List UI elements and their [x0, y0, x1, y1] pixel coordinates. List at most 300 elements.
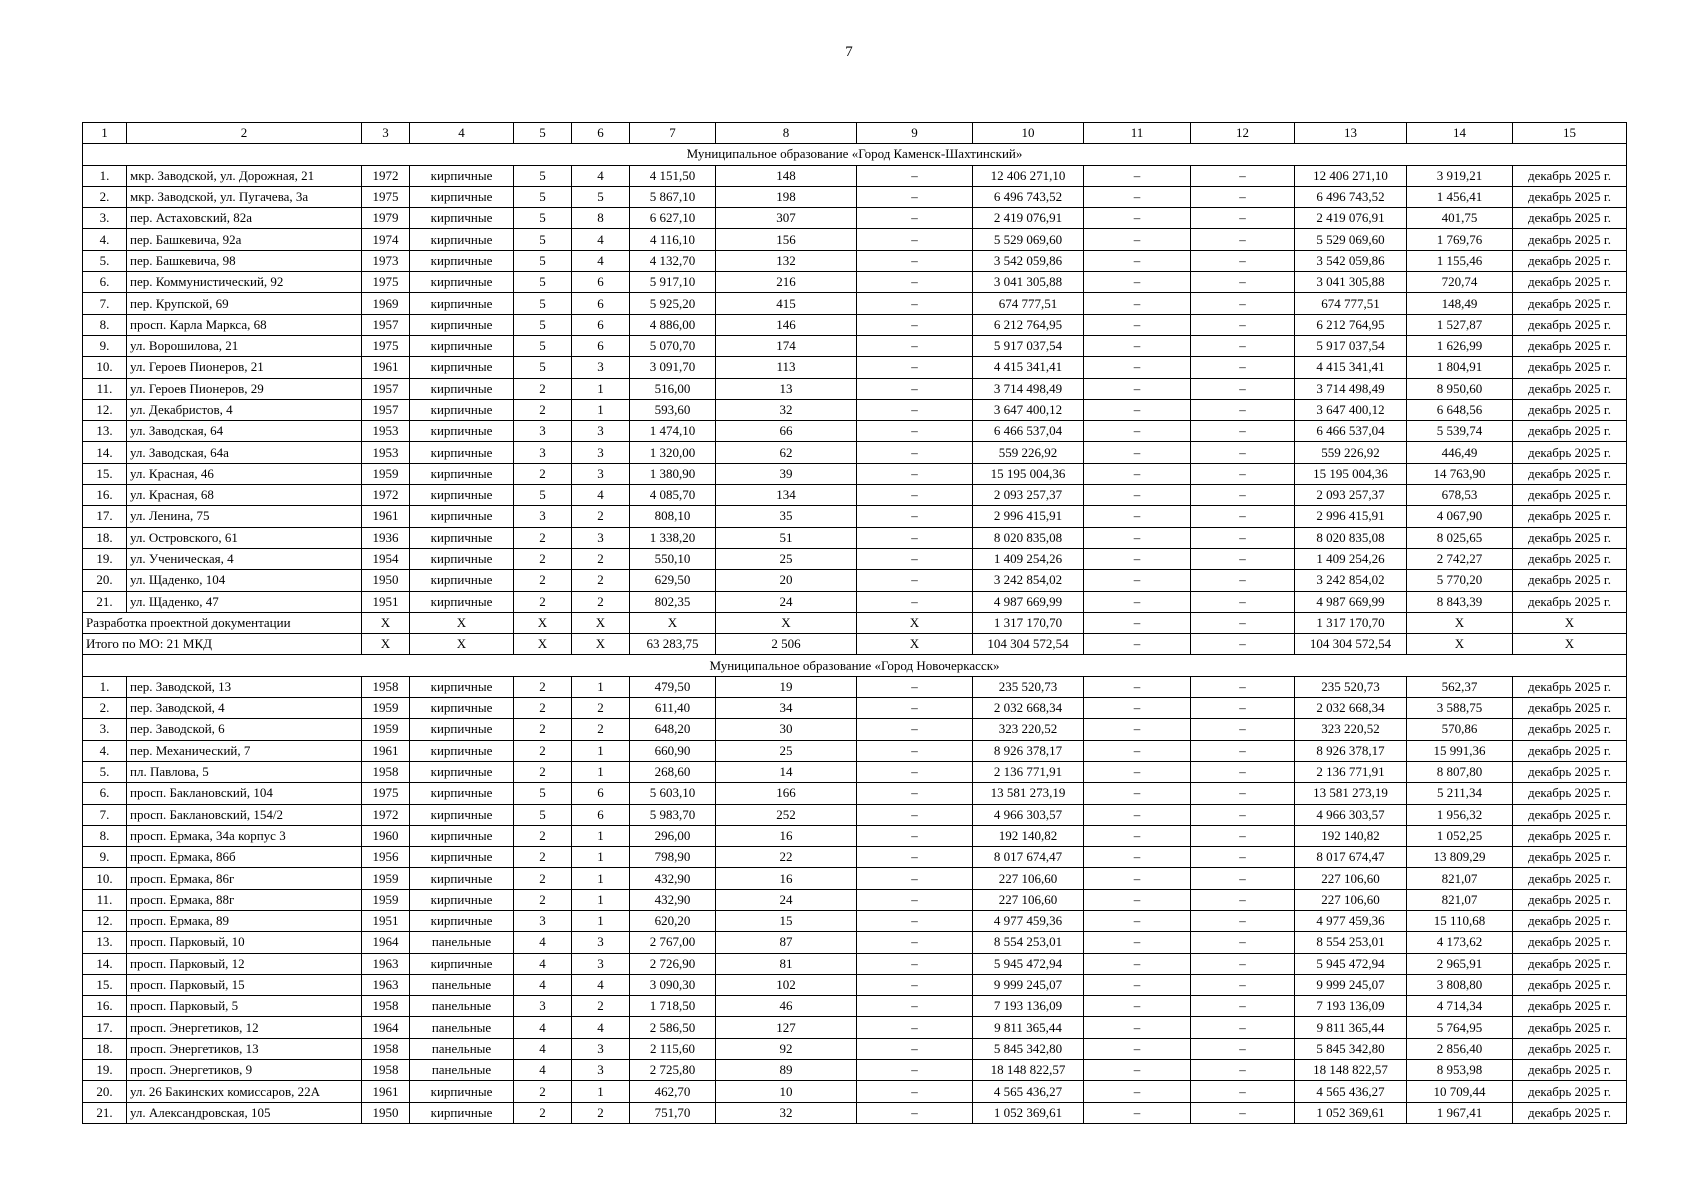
table-cell: 674 777,51	[973, 293, 1084, 314]
table-cell: 1	[572, 825, 630, 846]
table-cell: 2	[572, 996, 630, 1017]
address-cell: просп. Ермака, 89	[127, 910, 362, 931]
table-cell: 12.	[83, 399, 127, 420]
table-cell: 4.	[83, 229, 127, 250]
table-cell: 81	[716, 953, 857, 974]
table-cell: 1969	[362, 293, 410, 314]
table-cell: –	[1191, 996, 1295, 1017]
table-cell: 3 588,75	[1407, 698, 1513, 719]
column-number: 14	[1407, 123, 1513, 144]
table-cell: декабрь 2025 г.	[1513, 1060, 1627, 1081]
column-number: 12	[1191, 123, 1295, 144]
table-cell: декабрь 2025 г.	[1513, 378, 1627, 399]
address-cell: пер. Заводской, 4	[127, 698, 362, 719]
table-cell: 4 714,34	[1407, 996, 1513, 1017]
table-cell: 1964	[362, 932, 410, 953]
table-cell: 227 106,60	[973, 889, 1084, 910]
table-cell: 102	[716, 974, 857, 995]
table-cell: 6 648,56	[1407, 399, 1513, 420]
table-cell: –	[1084, 335, 1191, 356]
table-row	[83, 293, 1627, 314]
table-cell: 132	[716, 250, 857, 271]
table-cell: 1 052 369,61	[973, 1102, 1084, 1123]
table-cell: 8 807,80	[1407, 761, 1513, 782]
table-cell: 5.	[83, 250, 127, 271]
table-cell: –	[1084, 527, 1191, 548]
table-cell: 2	[572, 1102, 630, 1123]
table-cell: 4 415 341,41	[973, 357, 1084, 378]
table-cell: 25	[716, 548, 857, 569]
table-cell: 5.	[83, 761, 127, 782]
table-cell: 268,60	[630, 761, 716, 782]
table-cell: 8 025,65	[1407, 527, 1513, 548]
table-cell: 5 917 037,54	[1295, 335, 1407, 356]
table-cell: 4	[514, 1038, 572, 1059]
table-cell: 1961	[362, 1081, 410, 1102]
table-cell: 5 539,74	[1407, 421, 1513, 442]
table-cell: –	[1191, 165, 1295, 186]
column-number: 13	[1295, 123, 1407, 144]
table-cell: –	[1084, 186, 1191, 207]
table-cell: 2	[514, 548, 572, 569]
table-cell: 4	[572, 974, 630, 995]
address-cell: пер. Заводской, 13	[127, 676, 362, 697]
table-cell: 3 919,21	[1407, 165, 1513, 186]
table-cell: –	[857, 676, 973, 697]
table-cell: 20.	[83, 1081, 127, 1102]
table-cell: 19.	[83, 548, 127, 569]
table-cell: –	[1084, 1017, 1191, 1038]
section-title: Муниципальное образование «Город Каменск-Шахтинский»	[83, 144, 1627, 165]
summary-cell: 2 506	[716, 634, 857, 655]
table-cell: 4 966 303,57	[973, 804, 1084, 825]
table-cell: 1 338,20	[630, 527, 716, 548]
table-cell: –	[1191, 463, 1295, 484]
table-cell: –	[1191, 698, 1295, 719]
table-cell: –	[857, 463, 973, 484]
table-cell: декабрь 2025 г.	[1513, 570, 1627, 591]
table-cell: декабрь 2025 г.	[1513, 335, 1627, 356]
table-cell: 1 052,25	[1407, 825, 1513, 846]
address-cell: просп. Парковый, 15	[127, 974, 362, 995]
table-cell: кирпичные	[410, 847, 514, 868]
table-cell: 5 867,10	[630, 186, 716, 207]
table-cell: 89	[716, 1060, 857, 1081]
table-cell: 8.	[83, 314, 127, 335]
table-cell: 10	[716, 1081, 857, 1102]
table-cell: кирпичные	[410, 719, 514, 740]
address-cell: мкр. Заводской, ул. Дорожная, 21	[127, 165, 362, 186]
address-cell: ул. Красная, 68	[127, 485, 362, 506]
table-cell: панельные	[410, 1060, 514, 1081]
summary-cell: 63 283,75	[630, 634, 716, 655]
table-cell: 174	[716, 335, 857, 356]
table-cell: 3	[514, 442, 572, 463]
table-cell: 3	[514, 421, 572, 442]
table-cell: 1 052 369,61	[1295, 1102, 1407, 1123]
table-cell: кирпичные	[410, 804, 514, 825]
table-cell: 9 999 245,07	[1295, 974, 1407, 995]
table-cell: 5	[514, 485, 572, 506]
table-cell: 2	[514, 740, 572, 761]
table-cell: кирпичные	[410, 335, 514, 356]
table-cell: 2	[572, 548, 630, 569]
table-cell: 4 067,90	[1407, 506, 1513, 527]
table-cell: 5 983,70	[630, 804, 716, 825]
table-cell: 87	[716, 932, 857, 953]
table-cell: –	[1191, 442, 1295, 463]
table-cell: –	[1191, 1060, 1295, 1081]
summary-label: Итого по МО: 21 МКД	[83, 634, 362, 655]
table-cell: 1957	[362, 314, 410, 335]
table-cell: декабрь 2025 г.	[1513, 229, 1627, 250]
table-cell: 751,70	[630, 1102, 716, 1123]
table-cell: 192 140,82	[1295, 825, 1407, 846]
table-cell: 446,49	[1407, 442, 1513, 463]
table-cell: 6.	[83, 783, 127, 804]
table-cell: панельные	[410, 1017, 514, 1038]
table-cell: 2	[572, 719, 630, 740]
table-cell: 4	[514, 974, 572, 995]
table-cell: кирпичные	[410, 570, 514, 591]
table-cell: декабрь 2025 г.	[1513, 165, 1627, 186]
table-cell: –	[1084, 463, 1191, 484]
table-cell: –	[1191, 293, 1295, 314]
table-cell: 5	[514, 783, 572, 804]
table-cell: 3	[572, 1038, 630, 1059]
table-cell: 16.	[83, 485, 127, 506]
table-cell: –	[1191, 186, 1295, 207]
table-row	[83, 591, 1627, 612]
address-cell: пл. Павлова, 5	[127, 761, 362, 782]
table-cell: –	[857, 889, 973, 910]
table-cell: 6 466 537,04	[1295, 421, 1407, 442]
table-cell: кирпичные	[410, 357, 514, 378]
table-cell: –	[1191, 591, 1295, 612]
address-cell: ул. Ленина, 75	[127, 506, 362, 527]
table-cell: 1959	[362, 698, 410, 719]
summary-cell: –	[1084, 612, 1191, 633]
table-cell: 1 718,50	[630, 996, 716, 1017]
table-cell: –	[1191, 783, 1295, 804]
table-cell: 3 647 400,12	[973, 399, 1084, 420]
table-cell: –	[1084, 548, 1191, 569]
table-cell: –	[1191, 1038, 1295, 1059]
table-cell: –	[857, 570, 973, 591]
table-cell: 3 091,70	[630, 357, 716, 378]
address-cell: просп. Карла Маркса, 68	[127, 314, 362, 335]
table-cell: 32	[716, 399, 857, 420]
summary-row	[83, 634, 1627, 655]
table-row	[83, 570, 1627, 591]
summary-cell: X	[857, 634, 973, 655]
table-cell: 4 085,70	[630, 485, 716, 506]
table-cell: 6	[572, 293, 630, 314]
table-cell: 30	[716, 719, 857, 740]
table-cell: –	[1191, 953, 1295, 974]
table-cell: декабрь 2025 г.	[1513, 442, 1627, 463]
summary-cell: X	[514, 634, 572, 655]
table-cell: 18 148 822,57	[973, 1060, 1084, 1081]
table-row	[83, 208, 1627, 229]
table-cell: кирпичные	[410, 378, 514, 399]
table-cell: –	[1191, 272, 1295, 293]
table-cell: 5 845 342,80	[1295, 1038, 1407, 1059]
table-cell: декабрь 2025 г.	[1513, 272, 1627, 293]
table-cell: 192 140,82	[973, 825, 1084, 846]
table-row	[83, 229, 1627, 250]
table-cell: –	[1084, 889, 1191, 910]
table-cell: 821,07	[1407, 889, 1513, 910]
table-cell: 2	[514, 719, 572, 740]
table-cell: 1961	[362, 357, 410, 378]
table-cell: 1 155,46	[1407, 250, 1513, 271]
table-cell: 3	[572, 527, 630, 548]
table-cell: –	[857, 421, 973, 442]
table-cell: –	[857, 548, 973, 569]
summary-cell: X	[630, 612, 716, 633]
table-cell: 146	[716, 314, 857, 335]
table-cell: 629,50	[630, 570, 716, 591]
table-cell: –	[1191, 676, 1295, 697]
table-cell: 1961	[362, 740, 410, 761]
address-cell: мкр. Заводской, ул. Пугачева, 3а	[127, 186, 362, 207]
table-cell: декабрь 2025 г.	[1513, 421, 1627, 442]
table-cell: 2	[514, 847, 572, 868]
table-cell: кирпичные	[410, 1102, 514, 1123]
table-cell: 8	[572, 208, 630, 229]
table-row	[83, 974, 1627, 995]
table-cell: 2 419 076,91	[973, 208, 1084, 229]
table-cell: кирпичные	[410, 272, 514, 293]
table-cell: –	[1191, 719, 1295, 740]
table-cell: 1951	[362, 910, 410, 931]
table-cell: 323 220,52	[1295, 719, 1407, 740]
summary-cell: X	[362, 634, 410, 655]
table-cell: декабрь 2025 г.	[1513, 974, 1627, 995]
table-cell: –	[1084, 804, 1191, 825]
table-cell: декабрь 2025 г.	[1513, 314, 1627, 335]
table-cell: –	[857, 272, 973, 293]
table-cell: кирпичные	[410, 485, 514, 506]
table-cell: 5 917,10	[630, 272, 716, 293]
table-cell: 5 764,95	[1407, 1017, 1513, 1038]
table-cell: –	[1191, 740, 1295, 761]
table-cell: 2	[514, 825, 572, 846]
table-row	[83, 1102, 1627, 1123]
table-cell: 4 151,50	[630, 165, 716, 186]
table-cell: 5 917 037,54	[973, 335, 1084, 356]
table-cell: 2	[514, 527, 572, 548]
table-cell: 6 496 743,52	[973, 186, 1084, 207]
table-row	[83, 378, 1627, 399]
table-cell: кирпичные	[410, 740, 514, 761]
table-cell: –	[1084, 208, 1191, 229]
table-cell: –	[1084, 761, 1191, 782]
table-cell: 1959	[362, 719, 410, 740]
table-cell: 113	[716, 357, 857, 378]
table-cell: 1950	[362, 1102, 410, 1123]
table-cell: 4 415 341,41	[1295, 357, 1407, 378]
table-cell: 1953	[362, 421, 410, 442]
table-cell: 2	[514, 868, 572, 889]
table-cell: 13.	[83, 421, 127, 442]
table-cell: –	[857, 910, 973, 931]
table-cell: 296,00	[630, 825, 716, 846]
table-cell: 415	[716, 293, 857, 314]
table-cell: декабрь 2025 г.	[1513, 1017, 1627, 1038]
table-cell: 2.	[83, 698, 127, 719]
table-cell: –	[1084, 272, 1191, 293]
table-cell: 8.	[83, 825, 127, 846]
table-cell: 593,60	[630, 399, 716, 420]
table-cell: декабрь 2025 г.	[1513, 804, 1627, 825]
table-cell: –	[1191, 974, 1295, 995]
table-cell: декабрь 2025 г.	[1513, 1102, 1627, 1123]
table-cell: 678,53	[1407, 485, 1513, 506]
table-cell: 4 987 669,99	[1295, 591, 1407, 612]
table-cell: 4.	[83, 740, 127, 761]
table-cell: декабрь 2025 г.	[1513, 527, 1627, 548]
table-cell: –	[1191, 421, 1295, 442]
table-cell: 4 977 459,36	[1295, 910, 1407, 931]
page-number: 7	[845, 44, 853, 60]
table-cell: –	[857, 1102, 973, 1123]
table-cell: –	[1084, 698, 1191, 719]
table-cell: 3 714 498,49	[1295, 378, 1407, 399]
table-cell: 3.	[83, 719, 127, 740]
summary-cell: X	[1407, 634, 1513, 655]
table-cell: 1958	[362, 1038, 410, 1059]
address-cell: пер. Крупской, 69	[127, 293, 362, 314]
table-cell: 3 714 498,49	[973, 378, 1084, 399]
table-cell: 62	[716, 442, 857, 463]
table-cell: 4 173,62	[1407, 932, 1513, 953]
table-cell: –	[1191, 548, 1295, 569]
table-cell: 1959	[362, 868, 410, 889]
table-cell: 5 211,34	[1407, 783, 1513, 804]
table-cell: 8 926 378,17	[973, 740, 1084, 761]
table-cell: 21.	[83, 1102, 127, 1123]
table-cell: 7.	[83, 804, 127, 825]
table-cell: 46	[716, 996, 857, 1017]
table-row	[83, 825, 1627, 846]
table-cell: 227 106,60	[973, 868, 1084, 889]
table-row	[83, 719, 1627, 740]
table-cell: 10.	[83, 357, 127, 378]
table-cell: 2 742,27	[1407, 548, 1513, 569]
table-cell: 4 966 303,57	[1295, 804, 1407, 825]
table-cell: декабрь 2025 г.	[1513, 186, 1627, 207]
table-cell: декабрь 2025 г.	[1513, 953, 1627, 974]
table-cell: –	[857, 293, 973, 314]
table-cell: декабрь 2025 г.	[1513, 250, 1627, 271]
address-cell: ул. Красная, 46	[127, 463, 362, 484]
table-cell: 2	[514, 698, 572, 719]
table-cell: 6 496 743,52	[1295, 186, 1407, 207]
table-cell: 3	[572, 421, 630, 442]
table-row	[83, 421, 1627, 442]
table-cell: 148,49	[1407, 293, 1513, 314]
address-cell: пер. Коммунистический, 92	[127, 272, 362, 293]
table-cell: 2	[514, 761, 572, 782]
table-cell: 4 977 459,36	[973, 910, 1084, 931]
table-cell: кирпичные	[410, 783, 514, 804]
table-cell: 148	[716, 165, 857, 186]
table-cell: 4	[572, 250, 630, 271]
table-cell: 1959	[362, 463, 410, 484]
table-cell: –	[857, 804, 973, 825]
table-row	[83, 250, 1627, 271]
table-cell: декабрь 2025 г.	[1513, 932, 1627, 953]
table-cell: панельные	[410, 996, 514, 1017]
table-cell: декабрь 2025 г.	[1513, 485, 1627, 506]
table-cell: 1 474,10	[630, 421, 716, 442]
table-cell: 798,90	[630, 847, 716, 868]
summary-cell: X	[1513, 612, 1627, 633]
address-cell: просп. Ермака, 86г	[127, 868, 362, 889]
table-cell: 15 195 004,36	[1295, 463, 1407, 484]
table-cell: 1975	[362, 335, 410, 356]
table-cell: 8 554 253,01	[1295, 932, 1407, 953]
table-cell: 2 996 415,91	[973, 506, 1084, 527]
table-cell: 127	[716, 1017, 857, 1038]
table-cell: 1957	[362, 399, 410, 420]
table-cell: 6 212 764,95	[1295, 314, 1407, 335]
table-cell: –	[857, 1017, 973, 1038]
table-row	[83, 314, 1627, 335]
table-cell: 4	[572, 485, 630, 506]
table-cell: 6	[572, 272, 630, 293]
table-cell: –	[1084, 1081, 1191, 1102]
table-cell: –	[857, 783, 973, 804]
table-cell: кирпичные	[410, 165, 514, 186]
table-cell: 5 070,70	[630, 335, 716, 356]
table-cell: 16	[716, 825, 857, 846]
table-cell: 7 193 136,09	[973, 996, 1084, 1017]
table-cell: декабрь 2025 г.	[1513, 825, 1627, 846]
table-cell: 4	[572, 165, 630, 186]
table-cell: –	[857, 442, 973, 463]
table-cell: 17.	[83, 1017, 127, 1038]
table-cell: –	[1084, 250, 1191, 271]
table-cell: –	[857, 847, 973, 868]
table-cell: 166	[716, 783, 857, 804]
table-cell: 1972	[362, 165, 410, 186]
table-cell: панельные	[410, 1038, 514, 1059]
table-cell: 5 945 472,94	[1295, 953, 1407, 974]
table-cell: 12 406 271,10	[1295, 165, 1407, 186]
table-cell: –	[1084, 676, 1191, 697]
table-cell: 307	[716, 208, 857, 229]
address-cell: просп. Баклановский, 154/2	[127, 804, 362, 825]
table-cell: 12 406 271,10	[973, 165, 1084, 186]
table-cell: –	[1084, 357, 1191, 378]
table-cell: –	[1191, 314, 1295, 335]
table-cell: –	[1084, 719, 1191, 740]
table-cell: 18.	[83, 1038, 127, 1059]
table-cell: 11.	[83, 889, 127, 910]
table-cell: 5	[514, 186, 572, 207]
column-number-row	[83, 123, 1627, 144]
table-row	[83, 783, 1627, 804]
table-cell: 1	[572, 676, 630, 697]
table-cell: 1974	[362, 229, 410, 250]
table-cell: 3	[572, 463, 630, 484]
address-cell: просп. Парковый, 12	[127, 953, 362, 974]
table-cell: 18.	[83, 527, 127, 548]
table-cell: 1951	[362, 591, 410, 612]
